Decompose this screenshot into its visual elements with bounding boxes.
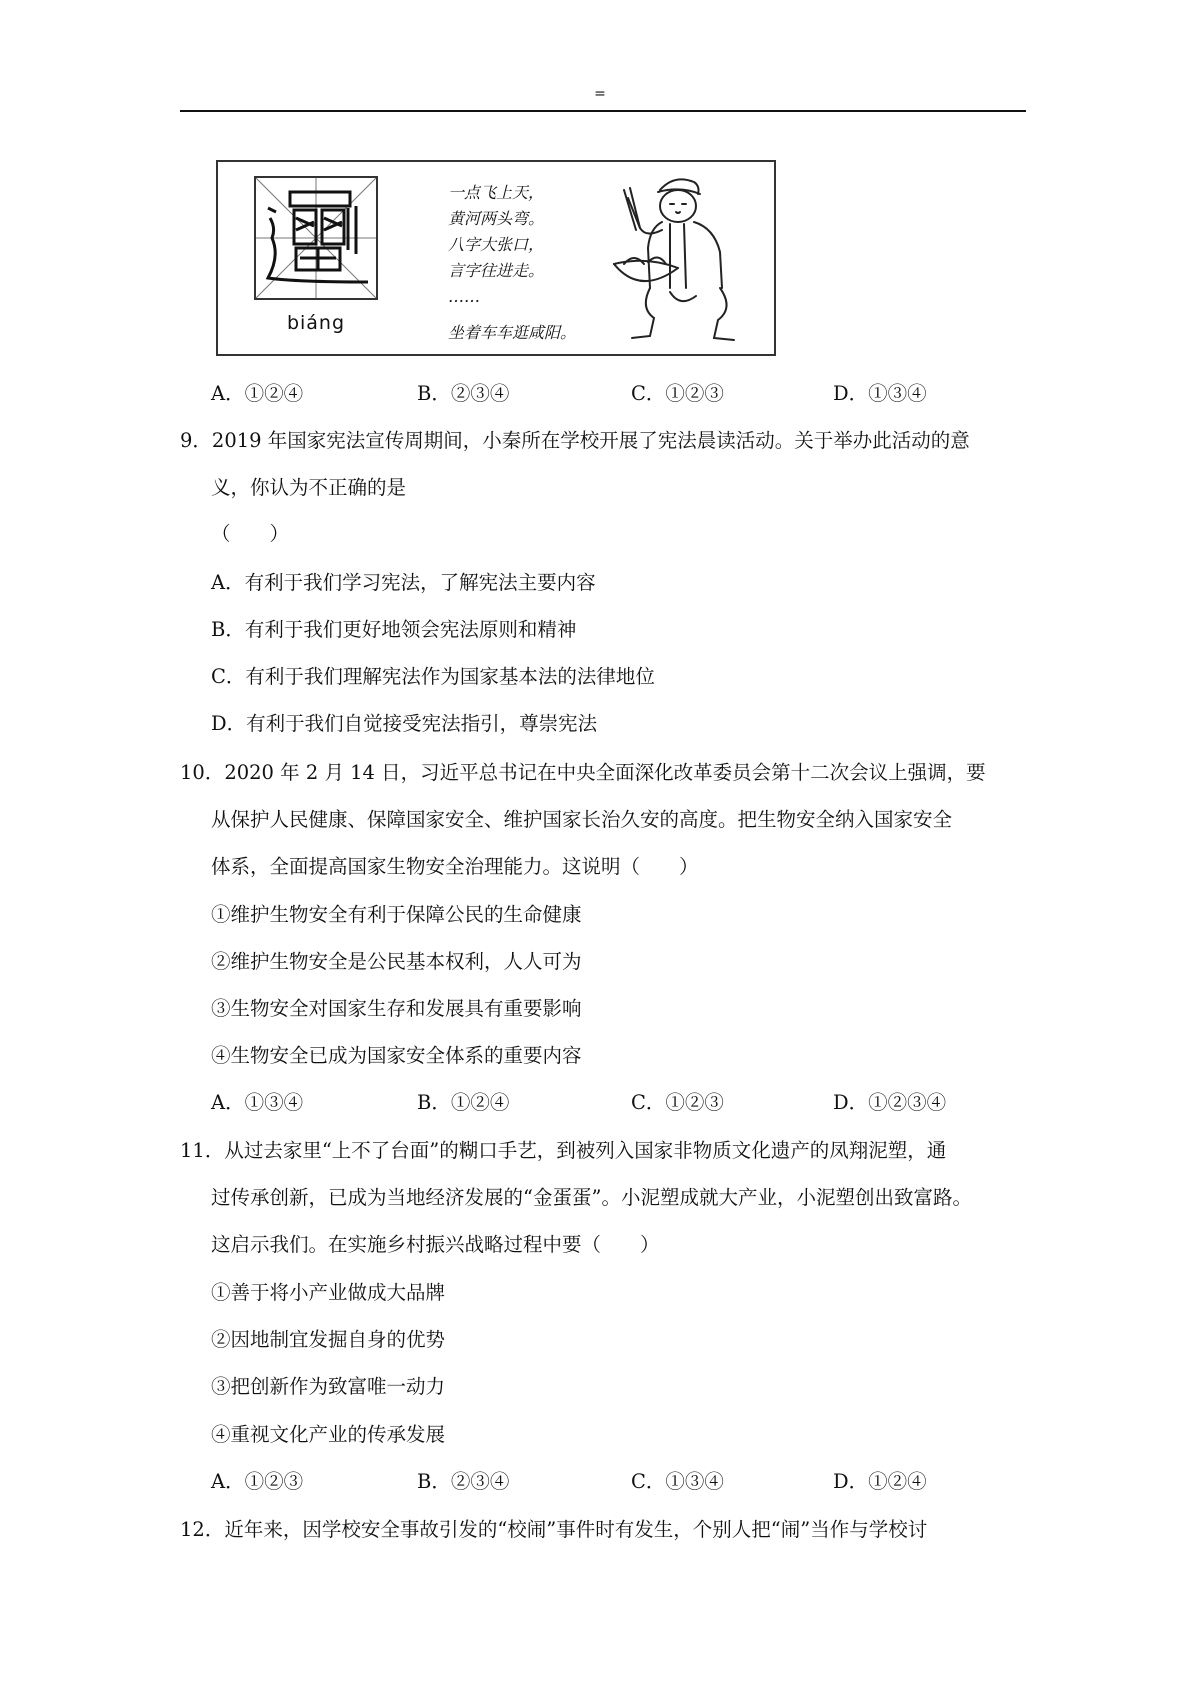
q11-statement: ③把创新作为致富唯一动力 xyxy=(211,1375,446,1398)
poem-line: 言字往进走。 xyxy=(448,261,545,280)
biang-character-icon xyxy=(256,178,376,298)
biang-illustration xyxy=(216,160,776,356)
q9-choice-b[interactable]: B．有利于我们更好地领会宪法原则和精神 xyxy=(211,618,577,641)
q11-option-c[interactable]: C．①③④ xyxy=(631,1470,724,1493)
q11-statement: ②因地制宜发掘自身的优势 xyxy=(211,1328,446,1351)
q10-stem-line: 10．2020 年 2 月 14 日，习近平总书记在中央全面深化改革委员会第十二次会议上强调，要 xyxy=(180,761,986,784)
q10-stem-line: 体系，全面提高国家生物安全治理能力。这说明（ ） xyxy=(211,855,699,878)
q8-option-d[interactable]: D．①③④ xyxy=(833,382,927,405)
q11-option-b[interactable]: B．②③④ xyxy=(417,1470,510,1493)
poem-line: 坐着车车逛咸阳。 xyxy=(448,323,577,342)
man-eating-noodles-icon xyxy=(610,168,766,352)
q10-statement: ④生物安全已成为国家安全体系的重要内容 xyxy=(211,1044,582,1067)
q9-answer-blank: （ ） xyxy=(211,522,290,545)
poem-line: 一点飞上天， xyxy=(448,183,545,202)
q10-stem-line: 从保护人民健康、保障国家安全、维护国家长治久安的高度。把生物安全纳入国家安全 xyxy=(211,808,953,831)
q10-option-b[interactable]: B．①②④ xyxy=(417,1091,510,1114)
q9-stem-line: 9．2019 年国家宪法宣传周期间，小秦所在学校开展了宪法晨读活动。关于举办此活动的意 xyxy=(180,429,970,452)
q11-statement: ①善于将小产业做成大品牌 xyxy=(211,1281,446,1304)
q8-option-c[interactable]: C．①②③ xyxy=(631,382,724,405)
q11-stem-line: 过传承创新，已成为当地经济发展的“金蛋蛋”。小泥塑成就大产业，小泥塑创出致富路。 xyxy=(211,1186,972,1209)
q9-stem-line: 义，你认为不正确的是 xyxy=(211,476,407,499)
biang-character-grid xyxy=(254,176,378,300)
q9-choice-a[interactable]: A．有利于我们学习宪法，了解宪法主要内容 xyxy=(211,571,596,594)
q10-statement: ①维护生物安全有利于保障公民的生命健康 xyxy=(211,903,582,926)
q10-option-a[interactable]: A．①③④ xyxy=(211,1091,304,1114)
q11-stem-line: 11．从过去家里“上不了台面”的糊口手艺，到被列入国家非物质文化遗产的凤翔泥塑，通 xyxy=(180,1139,947,1162)
q10-statement: ②维护生物安全是公民基本权利，人人可为 xyxy=(211,950,582,973)
poem-line: 八字大张口， xyxy=(448,235,545,254)
q10-option-d[interactable]: D．①②③④ xyxy=(833,1091,947,1114)
q9-choice-c[interactable]: C．有利于我们理解宪法作为国家基本法的法律地位 xyxy=(211,665,655,688)
pinyin-label: biáng xyxy=(286,312,346,334)
poem-line: 黄河两头弯。 xyxy=(448,209,545,228)
q9-choice-d[interactable]: D．有利于我们自觉接受宪法指引，尊崇宪法 xyxy=(211,712,598,735)
q10-option-c[interactable]: C．①②③ xyxy=(631,1091,724,1114)
q12-stem-line: 12．近年来，因学校安全事故引发的“校闹”事件时有发生，个别人把“闹”当作与学校讨 xyxy=(180,1518,928,1541)
header-mark: = xyxy=(594,86,606,102)
q11-option-d[interactable]: D．①②④ xyxy=(833,1470,927,1493)
q10-statement: ③生物安全对国家生存和发展具有重要影响 xyxy=(211,997,582,1020)
header-rule xyxy=(180,110,1026,112)
q11-stem-line: 这启示我们。在实施乡村振兴战略过程中要（ ） xyxy=(211,1233,660,1256)
q11-statement: ④重视文化产业的传承发展 xyxy=(211,1423,446,1446)
q8-option-b[interactable]: B．②③④ xyxy=(417,382,510,405)
poem-line: …… xyxy=(448,287,480,306)
q11-option-a[interactable]: A．①②③ xyxy=(211,1470,304,1493)
poem xyxy=(448,180,628,346)
q8-option-a[interactable]: A．①②④ xyxy=(211,382,304,405)
